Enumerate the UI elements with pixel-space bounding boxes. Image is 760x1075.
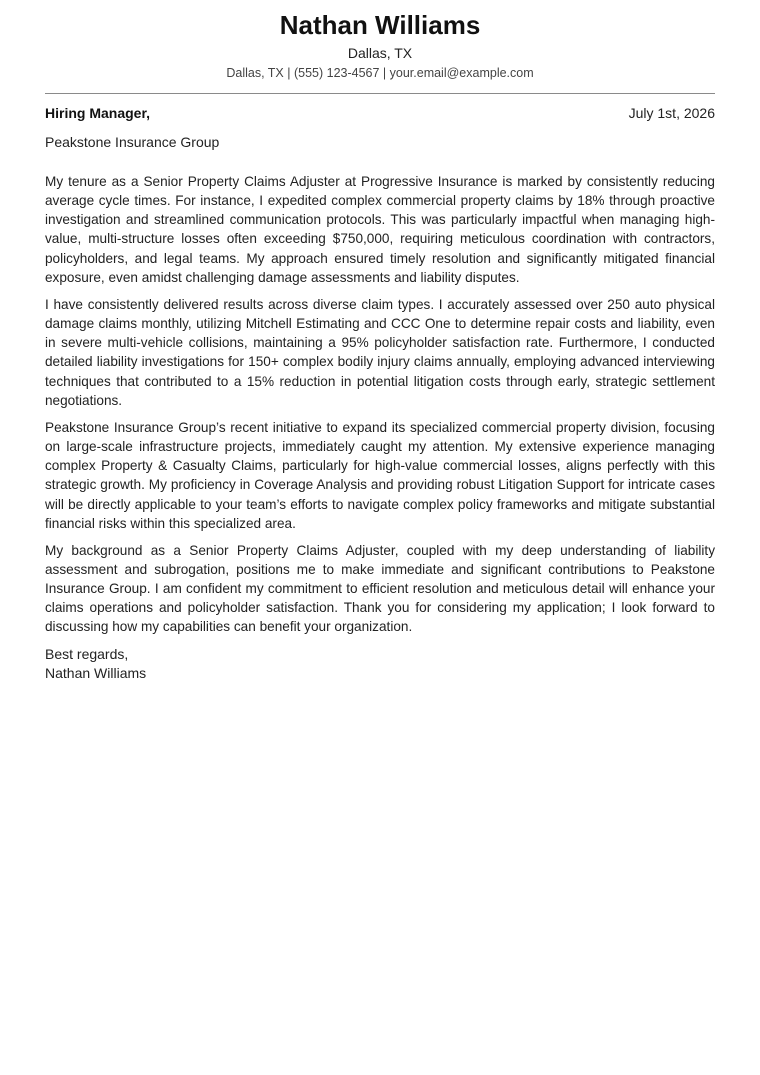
letter-closing [45, 645, 715, 683]
applicant-name: Nathan Williams [279, 10, 481, 40]
body-paragraph-1: My tenure as a Senior Property Claims Adjuster at Progressive Insurance is marked by consistently reducing average cycle times. For instance, I expedited complex commercial property claims by 18% through proactive investigation and streamlined communication protocols. This was particularly impactful when managing high-value, multi-structure losses often exceeding $750,000, requiring meticulous coordination with contractors, policyholders, and legal teams. My approach ensured timely resolution and significantly mitigated financial exposure, even amidst challenging damage assessments and liability disputes. [45, 174, 715, 285]
letter-body [45, 172, 715, 637]
applicant-contact-line: Dallas, TX | (555) 123-4567 | your.email@example.com [226, 66, 534, 80]
letter-header [45, 0, 715, 81]
body-paragraph-3: Peakstone Insurance Group’s recent initiative to expand its specialized commercial property division, focusing on large-scale infrastructure projects, immediately caught my attention. My extensive experience managing complex Property & Casualty Claims, particularly for high-value commercial losses, aligns perfectly with this strategic growth. My proficiency in Coverage Analysis and providing robust Litigation Support for intricate cases will be directly applicable to your team’s efforts to navigate complex policy frameworks and mitigate substantial financial risks within this specialized area. [45, 419, 715, 531]
closing-phrase: Best regards, [45, 645, 129, 662]
applicant-location: Dallas, TX [347, 45, 413, 61]
recipient-salutation: Hiring Manager, [45, 105, 151, 121]
letter-date: July 1st, 2026 [628, 105, 715, 121]
recipient-company: Peakstone Insurance Group [45, 134, 220, 150]
recipient-date-row [45, 104, 715, 122]
signature-name: Nathan Williams [45, 664, 147, 681]
body-paragraph-4: My background as a Senior Property Claims Adjuster, coupled with my deep understanding of liability assessment and subrogation, positions me to make immediate and significant contributions to Peakstone Insurance Group. I am confident my commitment to efficient resolution and meticulous detail will enhance your claims operations and policyholder satisfaction. Thank you for considering my application; I look forward to discussing how my capabilities can benefit your organization. [45, 542, 715, 635]
body-paragraph-2: I have consistently delivered results across diverse claim types. I accurately assessed over 250 auto physical damage claims monthly, utilizing Mitchell Estimating and CCC One to determine repair costs and liability, even in severe multi-vehicle collisions, maintaining a 95% policyholder satisfaction rate. Furthermore, I conducted detailed liability investigations for 150+ complex bodily injury claims annually, employing advanced interviewing techniques that contributed to a 15% reduction in potential litigation costs through early, strategic settlement negotiations. [45, 296, 715, 408]
header-divider [45, 93, 715, 94]
